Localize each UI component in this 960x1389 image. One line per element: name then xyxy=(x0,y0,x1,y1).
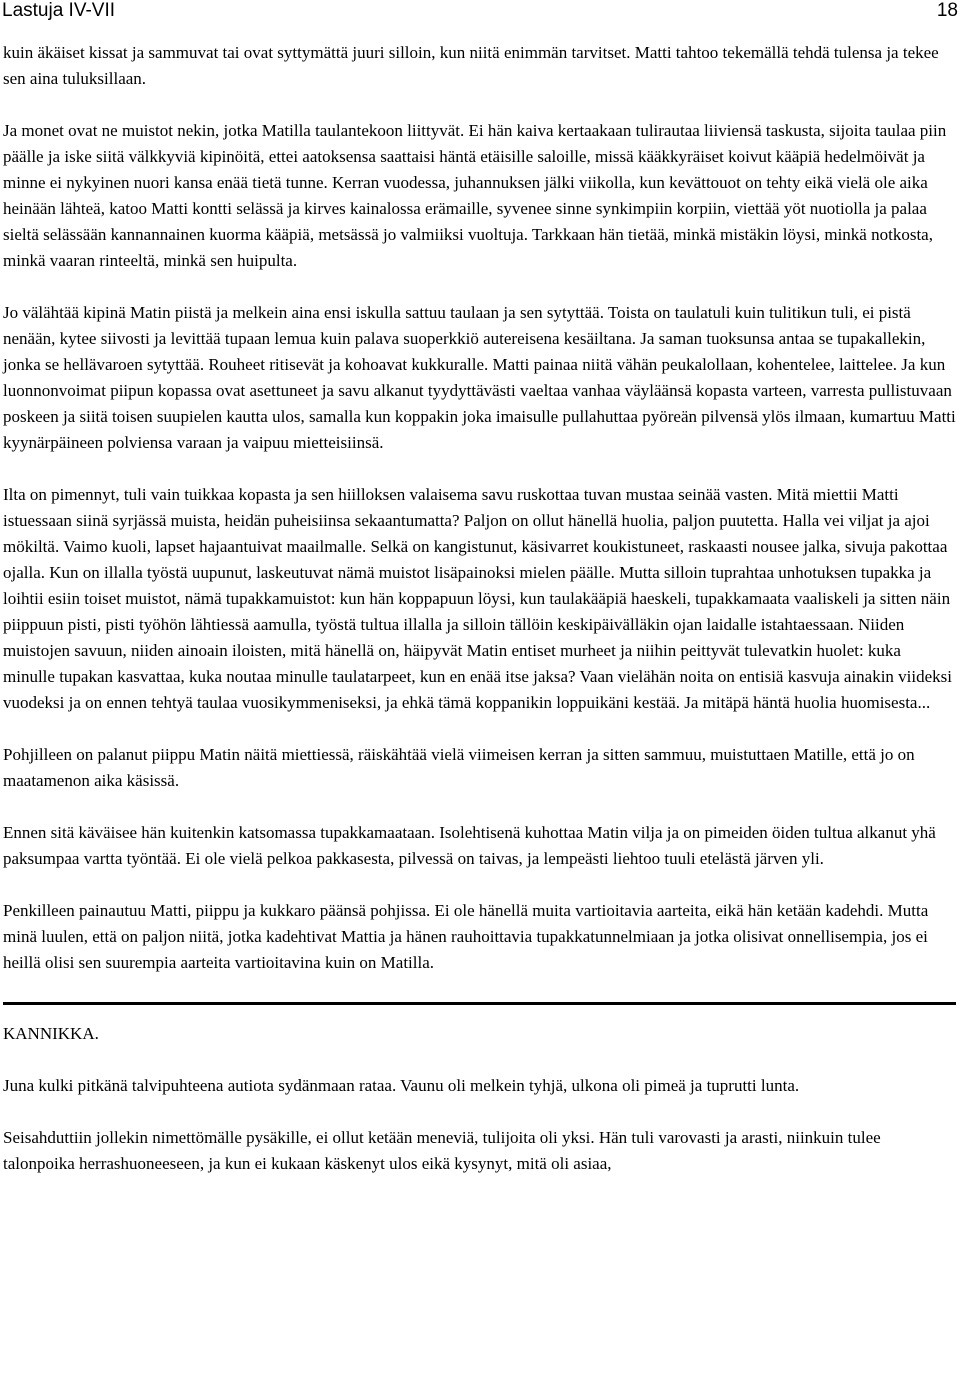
paragraph: Penkilleen painautuu Matti, piippu ja kukkaro päänsä pohjissa. Ei ole hänellä muita vartioitavia aarteita, eikä hän ketään kadehdi. Mutta minä luulen, että on paljon niitä, jotka kadehtivat Mattia ja hänen rauhoittavia tupakkatunnelmiaan ja jotka olisivat onnellisempia, jos ei heillä olisi sen suurempia aarteita vartioitavina kuin on Matilla. xyxy=(3,901,929,972)
paragraph: kuin äkäiset kissat ja sammuvat tai ovat syttymättä juuri silloin, kun niitä enimmän tarvitset. Matti tahtoo tekemällä tehdä tulensa ja tekee sen aina tuluksillaan. xyxy=(3,43,939,88)
document-title: Lastuja IV-VII xyxy=(2,0,116,21)
paragraph: Pohjilleen on palanut piippu Matin näitä miettiessä, räiskähtää vielä viimeisen kerran ja sitten sammuu, muistuttaen Matille, että jo on maatamenon aika käsissä. xyxy=(3,745,915,790)
paragraph: Ennen sitä käväisee hän kuitenkin katsomassa tupakkamaataan. Isolehtisenä kuhottaa Matin vilja ja on pimeiden öiden tultua alkanut yhä paksumpaa vartta työntää. Ei ole vielä pelkoa pakkasesta, pilvessä on taivas, ja lempeästi liehtoo tuuli etelästä järven yli. xyxy=(3,823,936,868)
section-divider xyxy=(3,1002,956,1005)
paragraph: Juna kulki pitkänä talvipuhteena autiota sydänmaan rataa. Vaunu oli melkein tyhjä, ulkona oli pimeä ja tuprutti lunta. xyxy=(3,1076,800,1095)
paragraph: Ja monet ovat ne muistot nekin, jotka Matilla taulantekoon liittyvät. Ei hän kaiva kertaakaan tulirautaa liiviensä taskusta, sijoita taulaa piin päälle ja iske siitä välkkyviä kipinöitä, ettei aatoksensa saattaisi häntä etäisille saloille, missä kääkkyräiset koivut kääpiä hedelmöivät ja minne ei nykyinen nuori kansa enää tietä tunne. Kerran vuodessa, juhannuksen jälki viikolla, kun kevättouot on tehty eikä vielä ole aika heinään lähteä, katoo Matti kontti selässä ja kirves kainalossa erämaille, syvenee sinne synkimpiin korpiin, viettää yöt nuotiolla ja palaa sieltä selässään kannannainen kuorma kääpiä, metsässä jo valmiiksi vuoltuja. Tarkkaan hän tietää, minkä mistäkin löysi, minkä notkosta, minkä vaaran rinteeltä, minkä sen huipulta. xyxy=(3,121,947,270)
paragraph: Jo välähtää kipinä Matin piistä ja melkein aina ensi iskulla sattuu taulaan ja sen sytyttää. Toista on taulatuli kuin tulitikun tuli, ei pistä nenään, kytee siivosti ja levittää tupaan lemua kuin palava suoperkkiö autereisena kesäiltana. Ja saman tuoksunsa antaa se tupakallekin, jonka se hellävaroen sytyttää. Rouheet ritisevät ja kohoavat kukkuralle. Matti painaa niitä vähän peukalollaan, kohentelee, laittelee. Ja kun luonnonvoimat piipun kopassa ovat asettuneet ja savu alkanut tyydyttävästi vaeltaa vanhaa väyläänsä kopasta varteen, varresta pullistuvaan poskeen ja siitä toisen suupielen kautta ulos, samalla kun koppakin joka imaisulle pullahuttaa pyöreän pilvensä ylös ilmaan, kumartuu Matti kyynärpäineen polviensa varaan ja vaipuu mietteisiinsä. xyxy=(3,303,956,452)
paragraph: Seisahduttiin jollekin nimettömälle pysäkille, ei ollut ketään meneviä, tulijoita oli yksi. Hän tuli varovasti ja arasti, niinkuin tulee talonpoika herrashuoneeseen, ja kun ei kukaan käskenyt ulos eikä kysynyt, mitä oli asiaa, xyxy=(3,1128,881,1173)
document-body xyxy=(3,40,956,1203)
section-title: KANNIKKA. xyxy=(3,1024,99,1043)
page-number: 18 xyxy=(936,0,958,21)
page-header xyxy=(0,0,960,26)
paragraph: Ilta on pimennyt, tuli vain tuikkaa kopasta ja sen hiilloksen valaisema savu ruskottaa tuvan mustaa seinää vasten. Mitä miettii Matti istuessaan siinä syrjässä muista, heidän puheisiinsa sekaantumatta? Paljon on ollut hänellä huolia, paljon puutetta. Halla vei viljat ja ajoi mökiltä. Vaimo kuoli, lapset hajaantuivat maailmalle. Selkä on kangistunut, käsivarret koukistuneet, raskaasti nousee jalka, sivuja pakottaa ojalla. Kun on illalla työstä uupunut, laskeutuvat nämä muistot lisäpainoksi mielen päälle. Mutta silloin tuprahtaa unhotuksen tupakka ja loihtii esiin toiset muistot, nämä tupakkamuistot: kun hän koppapuun löysi, kun taulakääpiä haeskeli, tupakkamaata vaaliskeli ja sitten näin piippuun pisti, pisti työhön lähtiessä aamulla, työstä tultua illalla ja silloin tällöin keskipäivälläkin ojan laidalle istahtaessaan. Niiden muistojen savuun, niiden ainoain iloisten, mitä hänellä on, häipyvät Matin entiset murheet ja niihin peittyvät tulevatkin huolet: kuka minulle tupakan kasvattaa, kuka noutaa minulle taulatarpeet, kun en enää itse jaksa? Vaan vielähän noita on entisiä kasvuja ainakin viideksi vuodeksi ja on ennen tehtyä taulaa vuosikymmeniseksi, ja ehkä tämä koppanikin loppuikäni kestää. Ja mitäpä häntä huolia huomisesta... xyxy=(3,485,953,712)
